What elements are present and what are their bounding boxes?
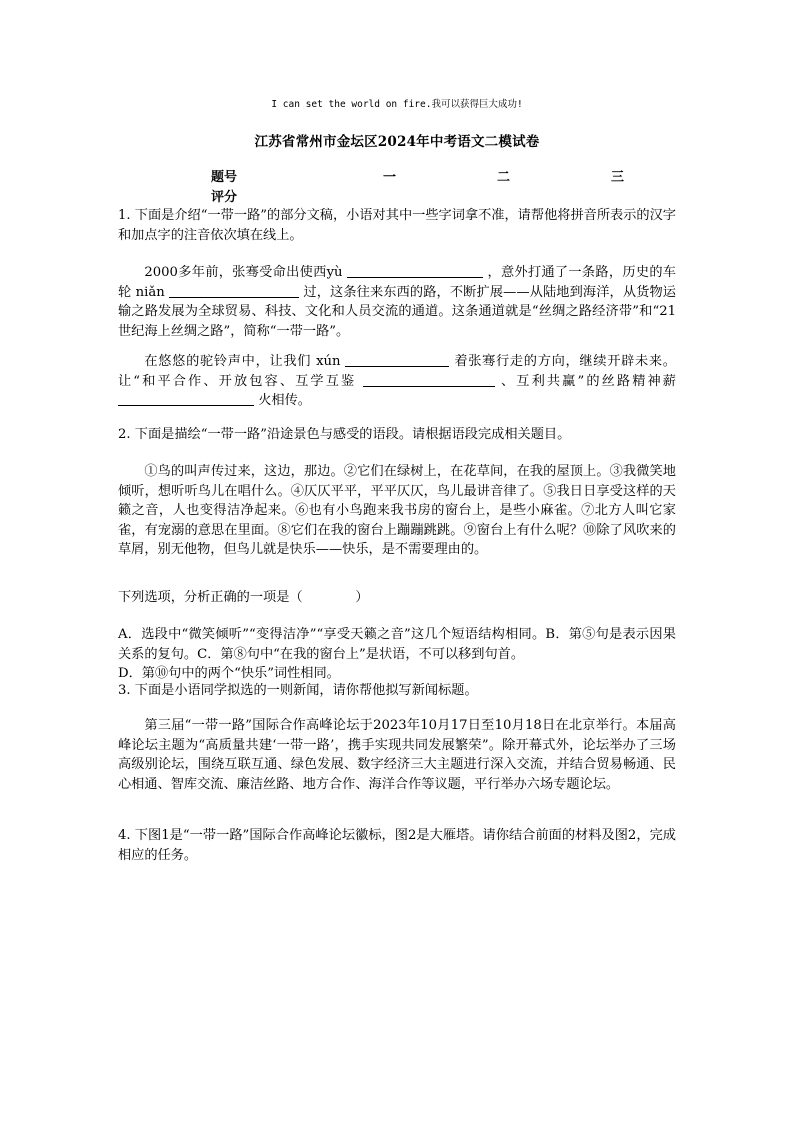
q1-paragraph-1 xyxy=(118,263,676,341)
q1-blank-2[interactable] xyxy=(169,283,299,298)
q1-para2-text-a: 在悠悠的驼铃声中，让我们 xún xyxy=(144,354,341,369)
q1-blank-4[interactable] xyxy=(363,372,495,387)
score-col-3: 三 xyxy=(611,170,625,185)
q1-para1-text-c: 过，这条往来东西的路，不断扩展——从陆地到海洋，从货物运输之路发展为全球贸易、科技、文化和人员交流的通道。这条通道就是“丝绸之路经济带”和“21世纪海上丝绸之路”，简称“一带一路”。 xyxy=(118,284,676,339)
q2-option-c[interactable]: C．第⑧句中“在我的窗台上”是状语，不可以移到句首。 xyxy=(197,646,525,662)
question-3 xyxy=(118,681,676,701)
q1-para2-text-b: 着张骞行走的方向，继续开辟未来。让“和平合作、开放包容、互学互鉴 xyxy=(118,354,676,389)
score-col-2: 二 xyxy=(497,170,511,185)
q2-option-b[interactable]: B．第⑤句是表示因果关系的复句。 xyxy=(118,627,676,662)
q3-prompt: 3. 下面是小语同学拟选的一则新闻，请你帮他拟写新闻标题。 xyxy=(118,683,478,698)
q2-options xyxy=(118,625,676,684)
q2-option-a[interactable]: A．选段中“微笑倾听”“变得洁净”“享受天籁之音”这几个短语结构相同。 xyxy=(118,627,546,642)
question-1 xyxy=(118,206,676,245)
q1-para1-text-a: 2000多年前，张骞受命出使西yù xyxy=(144,265,343,280)
q2-passage-text: ①鸟的叫声传过来，这边，那边。②它们在绿树上，在花草间，在我的屋顶上。③我微笑地倾听，想听听鸟儿在唱什么。④仄仄平平，平平仄仄，鸟儿最讲音律了。⑤我日日享受这样的天籁之音，人也变得洁净起来。⑥也有小鸟跑来我书房的窗台上，是些小麻雀。⑦北方人叫它家雀，有宠溺的意思在里面。⑧它们在我的窗台上蹦蹦跳跳。⑨窗台上有什么呢？⑩除了风吹来的草屑，别无他物，但鸟儿就是快乐——快乐，是不需要理由的。 xyxy=(118,464,676,557)
q1-paragraph-2 xyxy=(118,352,676,411)
q1-para1-text-b: ，意外打通了一条路，历史的车轮 niǎn xyxy=(118,265,676,300)
score-label-score: 评分 xyxy=(211,190,238,205)
q1-blank-5[interactable] xyxy=(118,391,254,406)
q1-prompt: 1. 下面是介绍“一带一路”的部分文稿，小语对其中一些字词拿不准，请帮他将拼音所表示的汉字和加点字的注音依次填在线上。 xyxy=(118,208,676,243)
question-4 xyxy=(118,826,676,865)
q3-passage xyxy=(118,716,676,794)
page-title: 江苏省常州市金坛区2024年中考语文二模试卷 xyxy=(254,134,540,150)
q2-question-text: 下列选项，分析正确的一项是（ ） xyxy=(118,590,369,605)
score-col-1: 一 xyxy=(383,170,397,185)
q4-prompt: 4. 下图1是“一带一路”国际合作高峰论坛徽标，图2是大雁塔。请你结合前面的材料及图2，完成相应的任务。 xyxy=(118,828,676,863)
q1-para2-text-d: 火相传。 xyxy=(258,393,311,408)
score-label-question: 题号 xyxy=(211,170,238,185)
q2-prompt: 2. 下面是描绘“一带一路”沿途景色与感受的语段。请根据语段完成相关题目。 xyxy=(118,427,571,442)
q2-passage xyxy=(118,462,676,560)
q1-blank-3[interactable] xyxy=(345,352,449,367)
q1-para2-text-c: 、互利共赢”的丝路精神薪 xyxy=(500,373,676,389)
question-2 xyxy=(118,425,676,445)
header-note: I can set the world on fire.我可以获得巨大成功! xyxy=(271,99,523,110)
q1-blank-1[interactable] xyxy=(347,263,483,278)
q2-question xyxy=(118,588,676,608)
q3-passage-text: 第三届“一带一路”国际合作高峰论坛于2023年10月17日至10月18日在北京举行。本届高峰论坛主题为“高质量共建‘一带一路’，携手实现共同发展繁荣”。除开幕式外，论坛举办了三场高级别论坛，围绕互联互通、绿色发展、数字经济三大主题进行深入交流，并结合贸易畅通、民心相通、智库交流、廉洁丝路、地方合作、海洋合作等议题，平行举办六场专题论坛。 xyxy=(118,718,676,792)
q2-option-d[interactable]: D．第⑩句中的两个“快乐”词性相同。 xyxy=(118,666,340,681)
